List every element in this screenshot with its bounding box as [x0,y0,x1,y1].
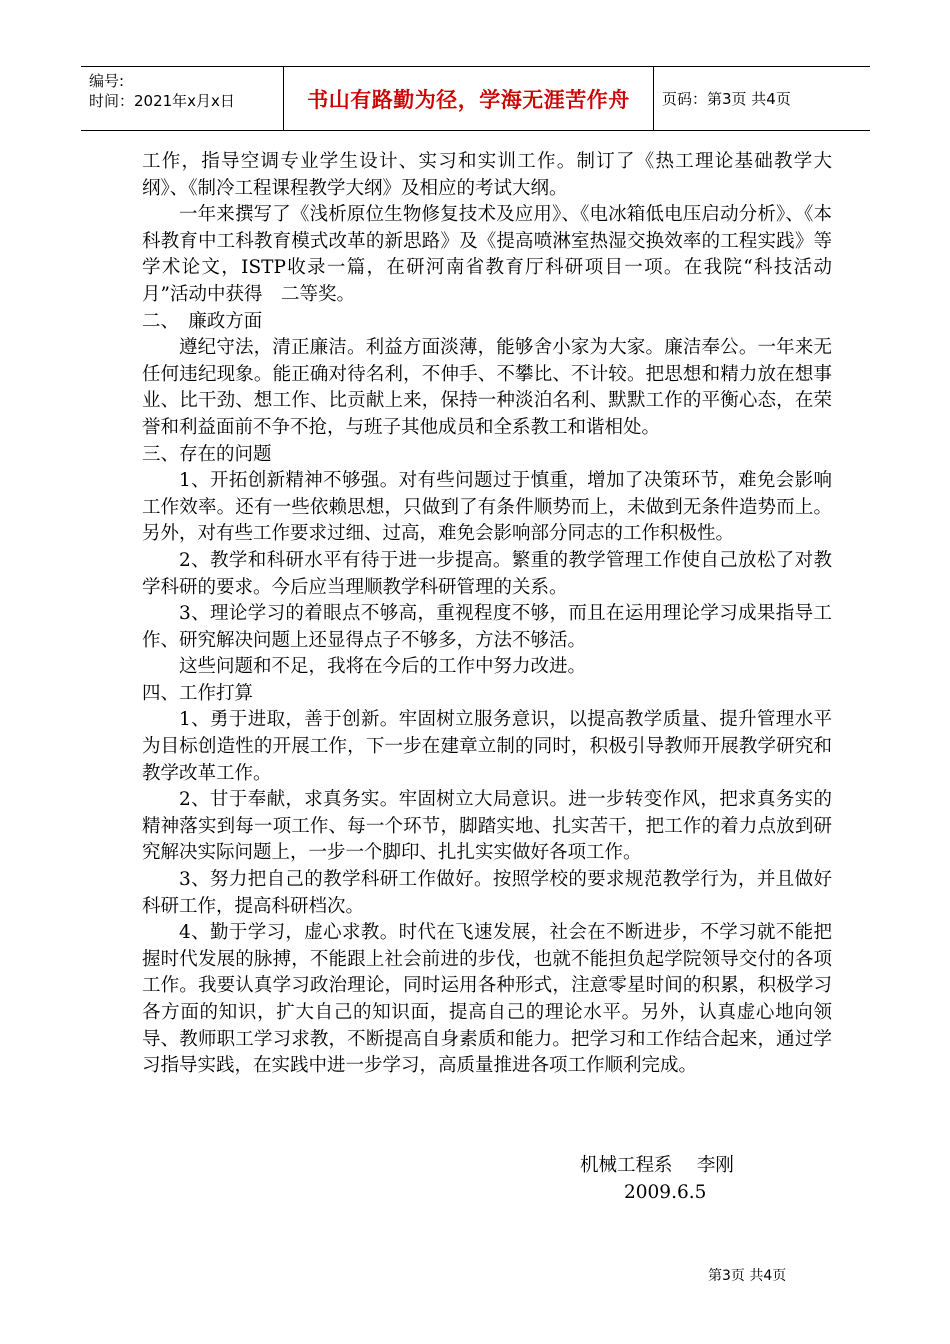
paragraph-3: 遵纪守法，清正廉洁。利益方面淡薄，能够舍小家为大家。廉洁奉公。一年来无任何违纪现象。能正确对待名利，不伸手、不攀比、不计较。把思想和精力放在想事业、比干劲、想工作、比贡献上来，保持一种淡泊名利、默默工作的平衡心态，在荣誉和利益面前不争不抢，与班子其他成员和全系教工和谐相处。 [142,337,832,438]
serial-label: 编号: [89,72,125,90]
paragraph-5: 2、教学和科研水平有待于进一步提高。繁重的教学管理工作使自己放松了对教学科研的要求。今后应当理顺教学科研管理的关系。 [142,549,832,598]
paragraph-8: 1、勇于进取，善于创新。牢固树立服务意识，以提高教学质量、提升管理水平为目标创造性的开展工作，下一步在建章立制的同时，积极引导教师开展教学研究和教学改革工作。 [142,709,832,784]
paragraph-10: 3、努力把自己的教学科研工作做好。按照学校的要求规范教学行为，并且做好科研工作，提高科研档次。 [142,869,832,917]
paragraph-11: 4、勤于学习，虚心求教。时代在飞速发展，社会在不断进步，不学习就不能把握时代发展的脉搏，不能跟上社会前进的步伐，也就不能担负起学院领导交付的各项工作。我要认真学习政治理论，同时运用各种形式，注意零星时间的积累，积极学习各方面的知识，扩大自己的知识面，提高自己的理论水平。另外，认真虚心地向领导、教师职工学习求教，不断提高自身素质和能力。把学习和工作结合起来，通过学习指导实践，在实践中进一步学习，高质量推进各项工作顺利完成。 [142,922,832,1077]
section-heading-4: 四、工作打算 [142,682,254,704]
signature-name: 机械工程系 李刚 [580,1155,734,1176]
page-footer: 第3页 共4页 [708,1268,787,1284]
paragraph-2: 一年来撰写了《浅析原位生物修复技术及应用》、《电冰箱低电压启动分析》、《本科教育中工科教育模式改革的新思路》及《提高喷淋室热湿交换效率的工程实践》等学术论文，ISTP收录一篇，在研河南省教育厅科研项目一项。在我院“科技活动月”活动中获得 二等奖。 [142,204,832,305]
paragraph-9: 2、甘于奉献，求真务实。牢固树立大局意识。进一步转变作风，把求真务实的精神落实到每一项工作、每一个环节，脚踏实地、扎实苦干，把工作的着力点放到研究解决实际问题上，一步一个脚印、扎扎实实做好各项工作。 [142,789,832,864]
signature-block [580,1153,734,1206]
section-heading-3: 三、存在的问题 [142,443,272,465]
time-label: 时间：2021年x月x日 [89,92,235,110]
paragraph-7: 这些问题和不足，我将在今后的工作中努力改进。 [179,656,587,678]
document-body [142,149,832,1080]
paragraph-6: 3、理论学习的着眼点不够高，重视程度不够，而且在运用理论学习成果指导工作、研究解决问题上还显得点子不够多，方法不够活。 [142,603,832,651]
header-motto: 书山有路勤为径，学海无涯苦作舟 [284,67,654,130]
paragraph-4: 1、开拓创新精神不够强。对有些问题过于慎重，增加了决策环节，难免会影响工作效率。还有一些依赖思想，只做到了有条件顺势而上，未做到无条件造势而上。另外，对有些工作要求过细、过高，难免会影响部分同志的工作积极性。 [142,470,832,545]
section-heading-2: 二、 廉政方面 [142,310,263,332]
page-header [81,66,870,131]
signature-date: 2009.6.5 [624,1181,707,1203]
header-page-code: 页码：第3页 共4页 [662,90,791,108]
header-meta [81,67,284,130]
paragraph-1: 工作，指导空调专业学生设计、实习和实训工作。制订了《热工理论基础教学大纲》、《制冷工程课程教学大纲》及相应的考试大纲。 [142,151,832,199]
